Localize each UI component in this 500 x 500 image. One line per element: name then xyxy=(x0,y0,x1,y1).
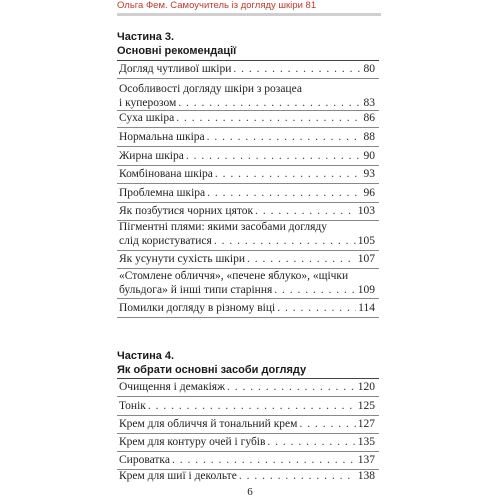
entry-divider xyxy=(117,127,379,128)
leader-dots xyxy=(255,205,356,219)
header-trail: 81 xyxy=(305,0,317,11)
toc-entry-title: Сироватка xyxy=(119,454,170,466)
entry-divider xyxy=(117,202,379,203)
toc-entry-page: 127 xyxy=(357,418,375,430)
toc-entry-page: 90 xyxy=(363,150,375,162)
toc-entry-page: 103 xyxy=(357,205,375,217)
part-3-title: Основні рекомендації xyxy=(117,45,237,57)
leader-dots xyxy=(267,436,355,450)
entry-divider xyxy=(117,268,379,269)
toc-entry-page: 120 xyxy=(357,381,375,393)
toc-entry-title-cont: і куперозом xyxy=(119,96,177,109)
toc-entry-title: Проблемна шкіра xyxy=(119,187,206,199)
toc-entry-title: Особливості догляду шкіри з розацеа xyxy=(119,83,302,95)
entry-divider xyxy=(117,165,379,166)
leader-dots xyxy=(148,400,356,414)
toc-entry[interactable] xyxy=(119,400,375,414)
entry-divider xyxy=(117,146,379,147)
page-number: 6 xyxy=(247,486,253,498)
toc-entry-title: Крем для контуру очей і губів xyxy=(119,436,266,448)
toc-entry[interactable] xyxy=(119,454,375,468)
leader-dots xyxy=(215,168,362,182)
leader-dots xyxy=(172,454,356,468)
part-4-title: Як обрати основні засоби догляду xyxy=(117,364,307,376)
header-title: Самоучитель із догляду шкіри xyxy=(170,0,303,11)
toc-entry-page: 138 xyxy=(357,470,375,482)
toc-entry[interactable] xyxy=(119,150,375,164)
leader-dots xyxy=(299,418,355,432)
toc-entry-title: Тонік xyxy=(119,400,146,412)
entry-divider xyxy=(117,451,379,452)
toc-entry-page: 86 xyxy=(363,112,375,124)
toc-entry-title: Пігментні плями: якими засобами догляду xyxy=(119,221,327,233)
toc-entry[interactable] xyxy=(119,63,375,77)
toc-entry[interactable] xyxy=(119,83,375,110)
leader-dots xyxy=(239,470,356,484)
leader-dots xyxy=(277,302,356,316)
toc-entry-title: Крем для шиї і декольте xyxy=(119,470,237,482)
entry-divider xyxy=(117,396,379,397)
entry-divider xyxy=(117,183,379,184)
toc-entry-page: 135 xyxy=(357,436,375,448)
part-3-heading xyxy=(117,30,236,58)
toc-entry-title: Очищення і демакіяж xyxy=(119,381,226,393)
toc-entry-page: 80 xyxy=(363,63,375,75)
toc-entry[interactable] xyxy=(119,221,375,248)
toc-entry-page: 96 xyxy=(363,187,375,199)
toc-entry[interactable] xyxy=(119,187,375,201)
toc-entry-title: Як позбутися чорних цяток xyxy=(119,205,254,217)
toc-entry-page: 114 xyxy=(358,302,375,314)
running-header xyxy=(117,0,381,14)
toc-entry[interactable] xyxy=(119,381,375,395)
entry-divider xyxy=(117,317,379,318)
toc-entry[interactable] xyxy=(119,302,375,316)
toc-entry-title: Крем для обличчя й тональний крем xyxy=(119,418,298,430)
leader-dots xyxy=(176,112,361,126)
header-author: Ольга Фем. xyxy=(117,0,168,11)
toc-entry[interactable] xyxy=(119,112,375,126)
toc-entry-title: Суха шкіра xyxy=(119,112,175,124)
toc-entry[interactable] xyxy=(119,270,375,297)
part-3-rule xyxy=(117,60,379,61)
toc-entry-title: Комбінована шкіра xyxy=(119,168,213,180)
leader-dots xyxy=(274,284,355,298)
toc-entry-title: «Стомлене обличчя», «печене яблуко», «щічки xyxy=(119,270,349,282)
toc-entry-title: Помилки догляду в різному віці xyxy=(119,302,276,314)
toc-entry-page: 137 xyxy=(357,454,375,466)
entry-divider xyxy=(117,298,379,299)
toc-entry-title-cont: слід користуватися xyxy=(119,234,212,247)
toc-entry-page: 88 xyxy=(363,131,375,143)
toc-entry[interactable] xyxy=(119,253,375,267)
toc-entry[interactable] xyxy=(119,436,375,450)
entry-divider xyxy=(117,110,379,111)
leader-dots xyxy=(233,63,361,77)
toc-entry-page: 105 xyxy=(357,234,375,247)
leader-dots xyxy=(186,150,362,164)
part-4-rule xyxy=(117,378,379,379)
toc-entry-title: Жирна шкіра xyxy=(119,150,184,162)
leader-dots xyxy=(214,235,356,249)
part-4-heading xyxy=(117,349,306,377)
leader-dots xyxy=(178,97,361,111)
toc-entry[interactable] xyxy=(119,205,375,219)
toc-entry-title: Догляд чутливої шкіри xyxy=(119,63,232,75)
toc-entry-page: 109 xyxy=(357,283,375,296)
entry-divider xyxy=(117,78,379,79)
leader-dots xyxy=(207,131,362,145)
entry-divider xyxy=(117,433,379,434)
toc-entry-page: 125 xyxy=(357,400,375,412)
entry-divider xyxy=(117,415,379,416)
entry-divider xyxy=(117,250,379,251)
header-rule xyxy=(117,13,381,16)
toc-entry-page: 107 xyxy=(357,253,375,265)
toc-entry-title: Нормальна шкіра xyxy=(119,131,205,143)
leader-dots xyxy=(247,253,356,267)
toc-entry-title-cont: бульдога» й інші типи старіння xyxy=(119,283,273,296)
part-3-label: Частина 3. xyxy=(117,31,175,43)
leader-dots xyxy=(227,381,356,395)
toc-entry-page: 93 xyxy=(363,168,375,180)
toc-entry[interactable] xyxy=(119,131,375,145)
leader-dots xyxy=(207,187,361,201)
toc-entry-page: 83 xyxy=(363,96,375,109)
toc-entry[interactable] xyxy=(119,168,375,182)
toc-entry[interactable] xyxy=(119,418,375,432)
part-4-label: Частина 4. xyxy=(117,350,175,362)
toc-entry-title: Як усунути сухість шкіри xyxy=(119,253,245,265)
toc-entry[interactable] xyxy=(119,470,375,484)
